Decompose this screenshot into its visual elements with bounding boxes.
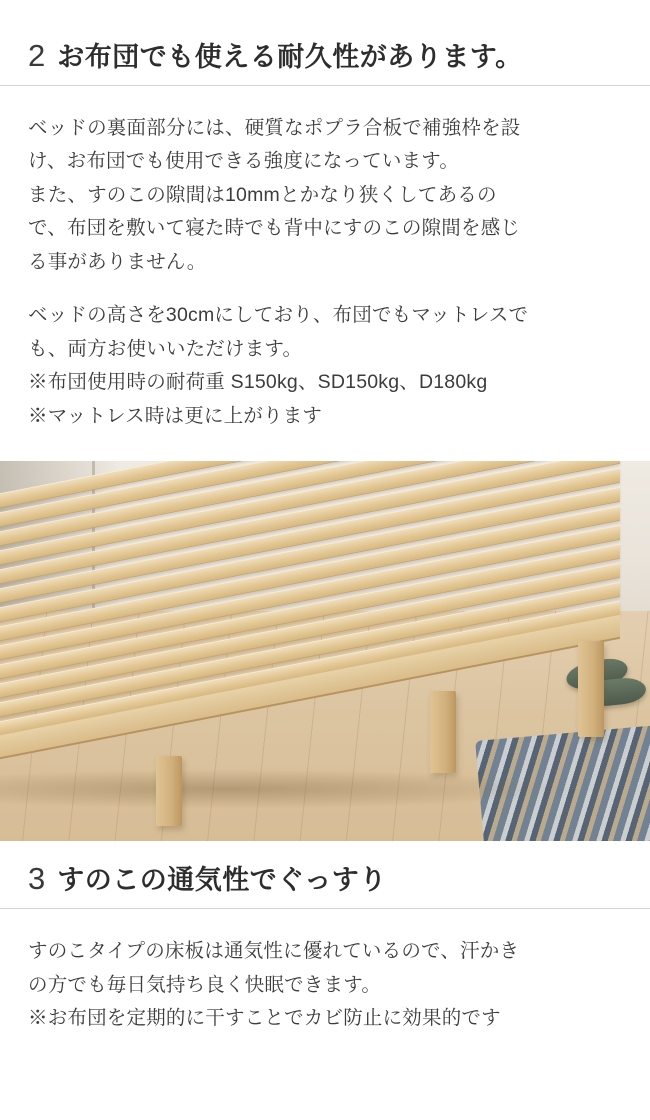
- section-title: お布団でも使える耐久性があります。: [57, 42, 523, 72]
- text-line: すのこタイプの床板は通気性に優れているので、汗かき: [28, 940, 520, 963]
- heading-gap: [0, 86, 650, 112]
- text-line: の方でも毎日気持ち良く快眠できます。: [28, 973, 382, 996]
- section-heading-3: [0, 863, 650, 909]
- section-number: 2: [28, 38, 46, 73]
- section-heading-2: [0, 40, 650, 86]
- text-line: ※お布団を定期的に干すことでカビ防止に効果的です: [28, 1007, 501, 1030]
- text-photo-gap: [0, 433, 650, 461]
- photo-section-gap: [0, 841, 650, 863]
- text-line: け、お布団でも使用できる強度になっています。: [28, 150, 460, 173]
- photo-bed-shadow: [0, 769, 580, 809]
- section-3-body: [0, 935, 650, 1036]
- text-line: また、すのこの隙間は10mmとかなり狭くしてあるの: [28, 183, 497, 206]
- photo-bed-frame: [0, 501, 640, 801]
- paragraph: [28, 299, 622, 433]
- photo-bed-slat-deck: [0, 461, 620, 751]
- heading-gap: [0, 909, 650, 935]
- photo-bed-leg: [156, 756, 182, 826]
- paragraph: [28, 112, 622, 280]
- text-line: ベッドの裏面部分には、硬質なポプラ合板で補強枠を設: [28, 116, 521, 139]
- text-line: ※マットレス時は更に上がります: [28, 404, 323, 427]
- photo-bed-leg: [430, 691, 456, 773]
- text-line: ※布団使用時の耐荷重 S150kg、SD150kg、D180kg: [28, 371, 488, 394]
- text-line: ベッドの高さを30cmにしており、布団でもマットレスで: [28, 304, 529, 327]
- section-2-body: [0, 112, 650, 434]
- photo-bed-leg: [578, 641, 604, 737]
- text-line: で、布団を敷いて寝た時でも背中にすのこの隙間を感じ: [28, 217, 521, 240]
- text-line: も、両方お使いいただけます。: [28, 337, 303, 360]
- section-title: すのこの通気性でぐっすり: [57, 865, 387, 896]
- section-number: 3: [28, 861, 46, 897]
- top-spacer: [0, 0, 650, 40]
- paragraph: [28, 935, 622, 1036]
- product-photo: [0, 461, 650, 841]
- text-line: る事がありません。: [28, 250, 207, 273]
